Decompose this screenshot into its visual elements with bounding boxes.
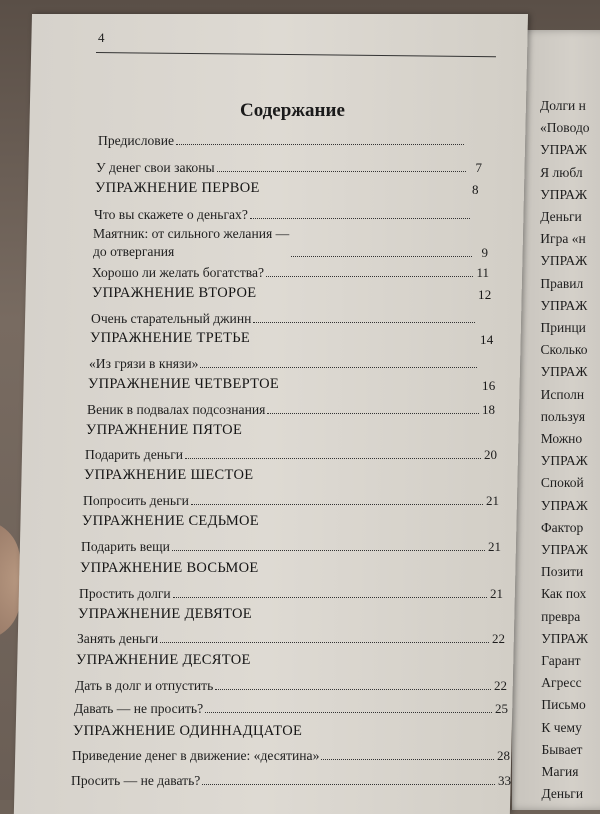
dot-leader	[160, 641, 489, 643]
right-page-line: Игра «н	[540, 231, 586, 247]
toc-entry-text: У денег свои законы	[96, 160, 215, 175]
right-page-line: Правил	[540, 275, 584, 291]
toc-page-number: 33	[498, 773, 511, 788]
right-page-line: Бывает	[541, 741, 583, 757]
toc-entry-text: Дать в долг и отпустить	[75, 678, 214, 693]
toc-entry-text: Простить долги	[79, 586, 171, 601]
dot-leader	[250, 217, 470, 219]
right-page-line: Позити	[541, 564, 584, 580]
page-title: Содержание	[240, 100, 345, 121]
toc-page-number: 7	[475, 160, 482, 175]
toc-entry[interactable]	[71, 771, 511, 789]
toc-page-number: 11	[476, 265, 489, 280]
dot-leader	[191, 503, 483, 505]
section-heading: УПРАЖНЕНИЕ ПЯТОЕ	[86, 422, 243, 438]
toc-entry[interactable]	[81, 537, 501, 555]
dot-leader	[172, 549, 485, 551]
right-page-line: УПРАЖ	[541, 630, 589, 646]
right-page-line: УПРАЖ	[540, 186, 588, 202]
toc-entry-text: Подарить деньги	[85, 447, 184, 462]
right-page-line: УПРАЖ	[540, 364, 588, 380]
toc-page-number: 22	[494, 678, 507, 693]
right-page-line: Деньги	[541, 786, 584, 802]
section-heading: УПРАЖНЕНИЕ ПЕРВОЕ	[95, 180, 260, 196]
right-page-line: Магия	[541, 764, 579, 779]
right-page-line: пользуя	[540, 408, 586, 424]
section-heading: УПРАЖНЕНИЕ ДЕВЯТОЕ	[78, 606, 252, 622]
right-page-line: УПРАЖ	[540, 297, 588, 313]
right-page-line: Можно	[540, 431, 583, 446]
toc-entry-text: Предисловие	[98, 133, 175, 148]
toc-entry-text-continued: до отвергания	[93, 244, 175, 259]
toc-entry-text: Маятник: от сильного желания —	[93, 226, 290, 241]
toc-entry[interactable]	[91, 309, 491, 327]
dot-leader	[253, 321, 475, 323]
right-page-line: Исполн	[540, 386, 585, 402]
toc-entry-text: Хорошо ли желать богатства?	[92, 265, 265, 280]
toc-page-number: 9	[481, 245, 488, 260]
toc-entry-text: Попросить деньги	[83, 493, 189, 508]
section-heading: УПРАЖНЕНИЕ ОДИННАДЦАТОЕ	[73, 723, 303, 739]
toc-entry[interactable]	[79, 584, 503, 602]
toc-entry[interactable]	[83, 491, 499, 509]
right-page-line: Гарант	[541, 653, 581, 668]
right-page-line: УПРАЖ	[540, 142, 588, 158]
right-page-line: Принци	[540, 320, 586, 335]
toc-entry[interactable]	[74, 699, 508, 717]
right-page-line: УПРАЖ	[540, 453, 588, 469]
section-heading: УПРАЖНЕНИЕ ШЕСТОЕ	[84, 467, 254, 483]
section-heading: УПРАЖНЕНИЕ ДЕСЯТОЕ	[76, 652, 251, 668]
toc-page-number: 20	[484, 447, 497, 462]
dot-leader	[217, 170, 466, 172]
right-page-line: Сколько	[540, 342, 588, 358]
toc-page-number: 28	[497, 748, 510, 763]
toc-entry[interactable]	[75, 676, 507, 694]
right-page-line: К чему	[541, 719, 582, 735]
toc-entry[interactable]	[89, 354, 493, 372]
page-number: 4	[98, 30, 105, 45]
toc-page-number: 25	[495, 701, 508, 716]
dot-leader	[200, 366, 477, 368]
dot-leader	[267, 412, 479, 414]
toc-entry-text: Занять деньги	[77, 631, 159, 646]
right-page-line: УПРАЖ	[540, 497, 588, 513]
toc-entry[interactable]	[77, 629, 505, 647]
toc-entry[interactable]	[96, 158, 482, 176]
section-heading: УПРАЖНЕНИЕ ТРЕТЬЕ	[90, 330, 251, 346]
section-heading: УПРАЖНЕНИЕ ВТОРОЕ	[92, 285, 257, 301]
dot-leader	[321, 758, 494, 760]
toc-entry-text: Подарить вещи	[81, 539, 170, 554]
toc-entry[interactable]	[85, 445, 497, 463]
toc-page-number: 21	[490, 586, 503, 601]
toc-entry[interactable]	[92, 263, 489, 281]
section-heading: УПРАЖНЕНИЕ СЕДЬМОЕ	[82, 513, 259, 529]
toc-entry-text: Просить — не давать?	[71, 773, 201, 788]
toc-entry-text: Что вы скажете о деньгах?	[94, 207, 248, 222]
dot-leader	[291, 255, 472, 257]
toc-entry[interactable]	[93, 225, 488, 261]
section-page-number: 14	[480, 332, 494, 347]
section-page-number: 12	[478, 287, 492, 302]
dot-leader	[185, 457, 481, 459]
section-heading: УПРАЖНЕНИЕ ЧЕТВЕРТОЕ	[88, 376, 280, 392]
dot-leader	[266, 275, 473, 277]
right-page-line: Спокой	[540, 475, 584, 491]
dot-leader	[173, 596, 487, 598]
toc-page-number: 21	[488, 539, 501, 554]
right-page-line: Как пох	[541, 586, 587, 602]
toc-entry-text: Веник в подвалах подсознания	[87, 402, 266, 417]
right-page-line: УПРАЖ	[541, 542, 588, 557]
toc-page-number: 22	[492, 631, 505, 646]
dot-leader	[176, 143, 464, 145]
right-page-line: Долги н	[540, 98, 586, 113]
toc-entry-text: «Из грязи в князи»	[89, 356, 199, 371]
dot-leader	[202, 783, 495, 785]
toc-entry-text: Давать — не просить?	[74, 701, 204, 716]
right-page-line: УПРАЖ	[540, 253, 588, 269]
toc-entry[interactable]	[72, 746, 510, 764]
toc-entry[interactable]	[87, 400, 495, 418]
section-page-number: 16	[482, 378, 496, 393]
right-page-line: Агресс	[541, 675, 582, 691]
toc-page-number: 18	[482, 402, 495, 417]
right-page-line: Письмо	[541, 697, 586, 713]
toc-entry-text: Приведение денег в движение: «десятина»	[72, 748, 320, 763]
section-heading: УПРАЖНЕНИЕ ВОСЬМОЕ	[80, 560, 259, 576]
right-page-line: «Поводо	[540, 120, 590, 136]
toc-entry[interactable]	[94, 205, 486, 223]
right-page-line: Я любл	[540, 164, 583, 180]
right-page-line: превра	[541, 608, 581, 624]
toc-page-number: 21	[486, 493, 499, 508]
dot-leader	[215, 688, 491, 690]
section-page-number: 8	[472, 182, 479, 197]
dot-leader	[205, 711, 492, 713]
toc-entry[interactable]	[98, 131, 480, 149]
right-page-line: Фактор	[540, 519, 584, 535]
right-page-line: Деньги	[540, 209, 582, 224]
toc-entry-text: Очень старательный джинн	[91, 311, 252, 326]
